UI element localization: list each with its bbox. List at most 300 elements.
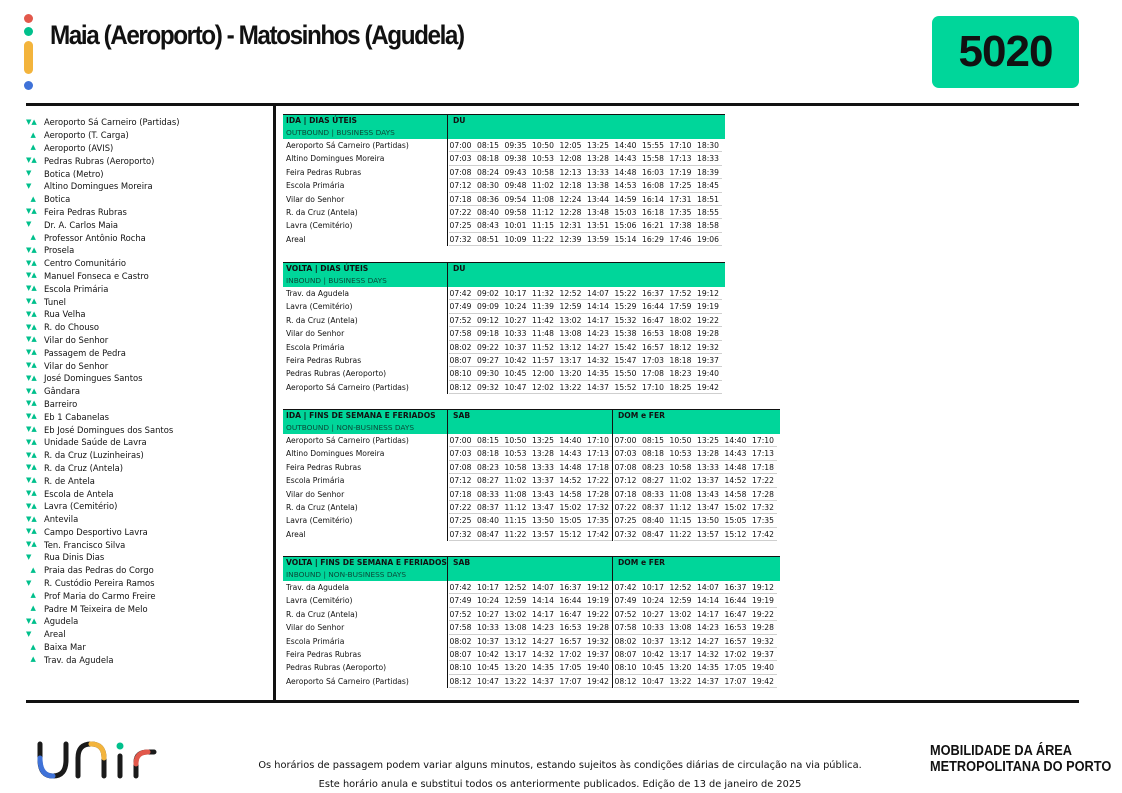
departure-time: 07:18: [449, 489, 472, 499]
table-row: [283, 461, 780, 474]
departure-time: 08:12: [614, 676, 637, 686]
departure-time: 10:37: [477, 636, 499, 646]
departure-time: 19:32: [752, 636, 774, 646]
table-row: [283, 528, 780, 541]
departure-time: 17:59: [669, 302, 692, 312]
departure-time: 08:07: [449, 355, 472, 365]
departure-time: 07:08: [614, 462, 637, 472]
departure-time: 11:02: [504, 476, 527, 486]
departure-time: 11:52: [532, 342, 554, 352]
departure-time: 17:35: [752, 516, 774, 526]
stop-item: [26, 321, 271, 334]
stop-name: Praia das Pedras do Corgo: [44, 565, 154, 576]
amp-line-1: MOBILIDADE DA ÁREA: [930, 743, 1073, 759]
inbound-arrow-icon: ▲: [26, 194, 36, 203]
departure-time: 12:02: [532, 382, 554, 392]
departure-time: 13:33: [697, 462, 719, 472]
departure-time: 13:38: [587, 181, 609, 191]
departure-time: 11:08: [669, 489, 692, 499]
departure-time: 10:47: [504, 382, 527, 392]
departure-time: 08:02: [449, 636, 472, 646]
departure-time: 09:27: [477, 355, 499, 365]
departure-time: 16:08: [642, 181, 664, 191]
departure-time: 09:02: [477, 289, 499, 298]
departure-time: 08:02: [614, 636, 637, 646]
departure-time: 17:31: [669, 194, 692, 204]
stop-item: [26, 449, 271, 462]
stop-name: Rua Dinis Dias: [44, 552, 105, 563]
departure-time: 12:59: [669, 596, 692, 606]
departure-time: 17:10: [752, 436, 774, 445]
column-separator: [447, 263, 448, 287]
departure-time: 10:58: [504, 462, 527, 472]
departure-time: 10:09: [504, 234, 527, 244]
departure-time: 13:37: [532, 476, 554, 486]
day-type-header: DOM e FER: [618, 558, 665, 567]
both-directions-icon: ▼▲: [26, 476, 37, 485]
stop-name: Feira Pedras Rubras: [44, 206, 127, 217]
departure-time: 19:22: [697, 315, 719, 325]
departure-time: 07:49: [449, 596, 472, 606]
row-stop-name: Feira Pedras Rubras: [286, 167, 362, 177]
inbound-arrow-icon: ▲: [26, 642, 36, 651]
table-row: [283, 661, 780, 674]
departure-time: 17:05: [559, 663, 582, 673]
departure-time: 08:23: [477, 462, 499, 472]
departure-time: 08:40: [477, 516, 499, 526]
row-stop-name: Escola Primária: [286, 342, 345, 352]
column-separator: [447, 557, 448, 581]
departure-time: 17:18: [587, 462, 609, 472]
departure-time: 18:51: [697, 194, 719, 204]
departure-time: 16:53: [642, 329, 664, 339]
departure-time: 08:02: [449, 342, 472, 352]
stop-name: Prof Maria do Carmo Freire: [44, 590, 156, 601]
table-row: [283, 139, 725, 152]
timetable: [283, 409, 780, 541]
departure-time: 19:06: [697, 234, 719, 244]
departure-time: 14:35: [532, 663, 554, 673]
table-row: [283, 206, 725, 219]
stop-item: [26, 398, 271, 411]
departure-time: 13:17: [669, 649, 692, 659]
departure-time: 17:02: [724, 649, 747, 659]
departure-time: 11:08: [532, 194, 554, 204]
departure-time: 10:58: [532, 167, 554, 177]
departure-time: 19:40: [587, 663, 609, 673]
departure-time: 13:50: [532, 516, 554, 526]
both-directions-icon: ▼▲: [26, 489, 37, 497]
stop-item: [26, 270, 271, 283]
stop-name: Escola Primária: [44, 283, 109, 294]
departure-time: 17:13: [669, 154, 692, 164]
departure-time: 07:22: [449, 207, 472, 217]
row-stop-name: Vilar do Senhor: [286, 623, 345, 633]
departure-time: 17:42: [587, 529, 609, 539]
departure-time: 09:35: [504, 141, 527, 150]
row-stop-name: Areal: [286, 529, 306, 539]
stop-item: [26, 500, 271, 513]
departure-time: 18:45: [697, 181, 719, 191]
departure-time: 11:48: [532, 329, 554, 339]
departure-time: 07:25: [449, 516, 472, 526]
footer-note-edition: Este horário anula e substitui todos os anteriormente publicados. Edição de 13 de janeiro de 2025: [318, 779, 802, 790]
departure-time: 15:05: [559, 516, 582, 526]
stop-item: [26, 526, 271, 539]
table-row: [283, 434, 780, 447]
row-stop-name: Lavra (Cemitério): [286, 596, 353, 606]
stop-item: [26, 346, 271, 359]
departure-time: 14:43: [614, 154, 637, 164]
departure-time: 08:18: [642, 449, 664, 459]
departure-time: 07:00: [449, 436, 472, 445]
departure-time: 10:33: [642, 623, 664, 633]
table-row: [283, 488, 780, 501]
departure-time: 18:23: [669, 369, 692, 379]
departure-time: 10:47: [477, 676, 499, 686]
both-directions-icon: ▼▲: [26, 271, 37, 280]
departure-time: 08:15: [477, 141, 499, 150]
stop-name: Trav. da Agudela: [44, 654, 114, 665]
departure-time: 13:43: [532, 489, 554, 499]
departure-time: 07:18: [614, 489, 637, 499]
departure-time: 07:32: [614, 529, 637, 539]
timetable-subtitle: OUTBOUND | NON-BUSINESS DAYS: [286, 423, 415, 432]
departure-time: 11:15: [532, 221, 554, 231]
stop-item: [26, 231, 271, 244]
departure-time: 08:18: [477, 154, 499, 164]
departure-time: 07:42: [614, 583, 637, 592]
departure-time: 14:17: [587, 315, 609, 325]
departure-time: 12:28: [559, 207, 582, 217]
departure-time: 19:40: [697, 369, 719, 379]
departure-time: 13:20: [504, 663, 527, 673]
departure-time: 13:08: [669, 623, 692, 633]
departure-time: 08:10: [614, 663, 637, 673]
day-type-header: SAB: [453, 411, 471, 420]
departure-time: 17:05: [724, 663, 747, 673]
departure-time: 09:22: [477, 342, 499, 352]
row-stop-name: Pedras Rubras (Aeroporto): [286, 369, 387, 379]
stop-item: [26, 257, 271, 270]
orange-bar: [24, 41, 33, 74]
departure-time: 07:08: [449, 462, 472, 472]
departure-time: 19:12: [752, 583, 774, 592]
departure-time: 07:12: [449, 476, 472, 486]
stop-name: Antevila: [44, 514, 79, 525]
departure-time: 09:48: [504, 181, 527, 191]
departure-time: 13:47: [697, 502, 719, 512]
both-directions-icon: ▼▲: [26, 540, 37, 549]
departure-time: 17:07: [724, 676, 747, 686]
table-row: [283, 354, 725, 367]
departure-time: 15:29: [614, 302, 637, 312]
departure-time: 07:03: [614, 449, 637, 459]
timetable-title: VOLTA | FINS DE SEMANA E FERIADOS: [286, 558, 447, 567]
stop-item: [26, 487, 271, 500]
departure-time: 07:49: [614, 596, 637, 606]
departure-time: 07:22: [449, 502, 472, 512]
departure-time: 17:18: [752, 462, 774, 472]
blue-dot: [24, 81, 33, 90]
inbound-arrow-icon: ▲: [26, 604, 36, 613]
departure-time: 09:12: [477, 315, 499, 325]
departure-time: 14:17: [697, 609, 719, 619]
departure-time: 13:47: [532, 502, 554, 512]
departure-time: 08:40: [477, 207, 499, 217]
departure-time: 07:52: [449, 609, 472, 619]
stop-item: [26, 423, 271, 436]
stop-name: Areal: [44, 629, 66, 640]
departure-time: 07:58: [449, 329, 472, 339]
row-stop-name: Lavra (Cemitério): [286, 516, 353, 526]
departure-time: 14:37: [587, 382, 609, 392]
departure-time: 08:33: [642, 489, 664, 499]
row-stop-name: Aeroporto Sá Carneiro (Partidas): [286, 436, 409, 445]
row-stop-name: Aeroporto Sá Carneiro (Partidas): [286, 141, 409, 150]
departure-time: 08:27: [642, 476, 664, 486]
departure-time: 13:25: [697, 436, 719, 445]
timetable-subtitle: OUTBOUND | BUSINESS DAYS: [286, 128, 395, 137]
timetable-title: IDA | DIAS ÚTEIS: [286, 116, 358, 125]
outbound-arrow-icon: ▼: [26, 181, 32, 190]
departure-time: 13:48: [587, 207, 609, 217]
departure-time: 10:42: [642, 649, 664, 659]
departure-time: 17:28: [587, 489, 609, 499]
departure-time: 17:52: [669, 289, 692, 298]
row-stop-name: Escola Primária: [286, 181, 345, 191]
departure-time: 10:53: [504, 449, 527, 459]
stop-list: [26, 116, 271, 666]
both-directions-icon: ▼▲: [26, 322, 37, 331]
stop-name: Aeroporto (T. Carga): [44, 130, 129, 141]
green-dot: [24, 27, 33, 36]
stop-item: [26, 513, 271, 526]
departure-time: 12:52: [669, 583, 692, 592]
departure-time: 17:13: [752, 449, 774, 459]
stop-name: Unidade Saúde de Lavra: [44, 437, 147, 448]
departure-time: 14:59: [614, 194, 637, 204]
departure-time: 07:12: [449, 181, 472, 191]
departure-time: 11:32: [532, 289, 554, 298]
stop-item: [26, 295, 271, 308]
stop-name: R. da Cruz (Antela): [44, 462, 124, 473]
departure-time: 13:25: [532, 436, 554, 445]
stop-item: [26, 282, 271, 295]
departure-time: 07:18: [449, 194, 472, 204]
departure-time: 11:02: [532, 181, 554, 191]
stop-name: Gândara: [44, 386, 80, 397]
stop-item: [26, 628, 271, 641]
departure-time: 18:55: [697, 207, 719, 217]
row-stop-name: Escola Primária: [286, 476, 345, 486]
departure-time: 17:19: [669, 167, 692, 177]
inbound-arrow-icon: ▲: [26, 655, 36, 664]
departure-time: 09:18: [477, 329, 499, 339]
departure-time: 19:37: [752, 649, 774, 659]
both-directions-icon: ▼▲: [26, 284, 37, 293]
table-row: [283, 474, 780, 487]
both-directions-icon: ▼▲: [26, 616, 37, 625]
departure-time: 07:25: [449, 221, 472, 231]
table-row: [283, 621, 780, 634]
table-row: [283, 233, 725, 246]
inbound-arrow-icon: ▲: [26, 233, 36, 242]
table-row: [283, 635, 780, 648]
stop-item: [26, 154, 271, 167]
departure-time: 18:08: [669, 329, 692, 339]
departure-time: 11:39: [532, 302, 554, 312]
departure-time: 15:03: [614, 207, 637, 217]
departure-time: 08:24: [477, 167, 499, 177]
timetable-header: [283, 409, 780, 434]
departure-time: 15:55: [642, 141, 664, 150]
departure-time: 13:08: [559, 329, 582, 339]
departure-time: 16:18: [642, 207, 664, 217]
departure-time: 14:48: [559, 462, 582, 472]
route-number-badge: 5020: [932, 16, 1079, 88]
both-directions-icon: ▼▲: [26, 335, 37, 344]
departure-time: 12:05: [559, 141, 582, 150]
departure-time: 14:14: [587, 302, 609, 312]
bottom-divider: [26, 700, 1079, 703]
stop-name: R. Custódio Pereira Ramos: [44, 578, 155, 589]
departure-time: 07:58: [449, 623, 472, 633]
row-stop-name: Feira Pedras Rubras: [286, 649, 362, 659]
stop-name: Prosela: [44, 245, 75, 256]
table-row: [283, 367, 725, 380]
departure-time: 13:08: [504, 623, 527, 633]
departure-time: 17:07: [559, 676, 582, 686]
departure-time: 13:57: [532, 529, 554, 539]
departure-time: 14:27: [697, 636, 719, 646]
departure-time: 11:22: [532, 234, 554, 244]
departure-time: 12:31: [559, 221, 582, 231]
row-stop-name: Feira Pedras Rubras: [286, 462, 362, 472]
departure-time: 15:32: [614, 315, 637, 325]
departure-time: 17:02: [559, 649, 582, 659]
departure-time: 14:48: [614, 167, 637, 177]
departure-time: 12:08: [559, 154, 582, 164]
stop-name: Tunel: [44, 296, 66, 307]
departure-time: 16:37: [724, 583, 747, 592]
outbound-arrow-icon: ▼: [26, 552, 32, 561]
departure-time: 14:23: [697, 623, 719, 633]
table-row: [283, 608, 780, 621]
table-row: [283, 179, 725, 192]
row-stop-name: R. da Cruz (Antela): [286, 502, 358, 512]
stop-item: [26, 615, 271, 628]
departure-time: 14:43: [559, 449, 582, 459]
departure-time: 11:08: [504, 489, 527, 499]
timetable-subtitle: INBOUND | NON-BUSINESS DAYS: [286, 570, 407, 579]
departure-time: 07:32: [449, 234, 472, 244]
departure-time: 14:40: [559, 436, 582, 445]
departure-time: 16:14: [642, 194, 664, 204]
departure-time: 08:07: [449, 649, 472, 659]
stop-item: [26, 385, 271, 398]
departure-time: 13:17: [504, 649, 527, 659]
stop-item: [26, 564, 271, 577]
row-stop-name: Vilar do Senhor: [286, 489, 345, 499]
departure-time: 08:37: [642, 502, 664, 512]
stop-item: [26, 180, 271, 193]
departure-time: 14:40: [614, 141, 637, 150]
departure-time: 16:44: [642, 302, 664, 312]
departure-time: 13:12: [559, 342, 582, 352]
top-divider: [26, 103, 1079, 106]
departure-time: 07:25: [614, 516, 637, 526]
inbound-arrow-icon: ▲: [26, 143, 36, 152]
departure-time: 14:58: [559, 489, 582, 499]
departure-time: 10:24: [642, 596, 664, 606]
departure-time: 17:46: [669, 234, 692, 244]
departure-time: 10:24: [504, 302, 527, 312]
departure-time: 13:22: [669, 676, 692, 686]
departure-time: 14:07: [697, 583, 719, 592]
stop-name: Lavra (Cemitério): [44, 501, 118, 512]
departure-time: 17:42: [752, 529, 774, 539]
departure-time: 13:20: [559, 369, 582, 379]
departure-time: 10:53: [669, 449, 692, 459]
departure-time: 13:44: [587, 194, 609, 204]
column-separator: [612, 557, 613, 581]
stop-item: [26, 218, 271, 231]
departure-time: 10:45: [477, 663, 499, 673]
departure-time: 19:22: [587, 609, 609, 619]
departure-time: 07:08: [449, 167, 472, 177]
departure-time: 17:38: [669, 221, 692, 231]
row-stop-name: Pedras Rubras (Aeroporto): [286, 663, 387, 673]
table-row: [283, 514, 780, 527]
departure-time: 07:58: [614, 623, 637, 633]
timetable: [283, 114, 725, 246]
route-title: Maia (Aeroporto) - Matosinhos (Agudela): [50, 20, 464, 50]
departure-time: 10:50: [669, 436, 692, 445]
departure-time: 16:44: [559, 596, 582, 606]
departure-time: 19:32: [587, 636, 609, 646]
table-row: [283, 594, 780, 607]
stop-item: [26, 193, 271, 206]
departure-time: 14:32: [587, 355, 609, 365]
departure-time: 17:22: [587, 476, 609, 486]
both-directions-icon: ▼▲: [26, 437, 37, 446]
departure-time: 12:59: [504, 596, 527, 606]
departure-time: 09:43: [504, 167, 527, 177]
departure-time: 19:12: [697, 289, 719, 298]
both-directions-icon: ▼▲: [26, 527, 37, 536]
departure-time: 08:12: [449, 382, 472, 392]
departure-time: 14:40: [724, 436, 747, 445]
departure-time: 14:43: [724, 449, 747, 459]
departure-time: 14:35: [587, 369, 609, 379]
row-stop-name: Feira Pedras Rubras: [286, 355, 362, 365]
departure-time: 17:32: [752, 502, 774, 512]
departure-time: 16:47: [642, 315, 664, 325]
departure-time: 13:12: [669, 636, 692, 646]
departure-time: 11:02: [669, 476, 692, 486]
departure-time: 16:47: [724, 609, 747, 619]
stop-item: [26, 116, 271, 129]
day-type-header: DU: [453, 116, 466, 125]
row-stop-name: Trav. da Agudela: [286, 583, 349, 592]
departure-time: 12:39: [559, 234, 582, 244]
departure-time: 10:42: [477, 649, 499, 659]
table-row: [283, 381, 725, 394]
departure-time: 18:33: [697, 154, 719, 164]
departure-time: 13:02: [504, 609, 527, 619]
stop-name: Professor Antônio Rocha: [44, 232, 146, 243]
